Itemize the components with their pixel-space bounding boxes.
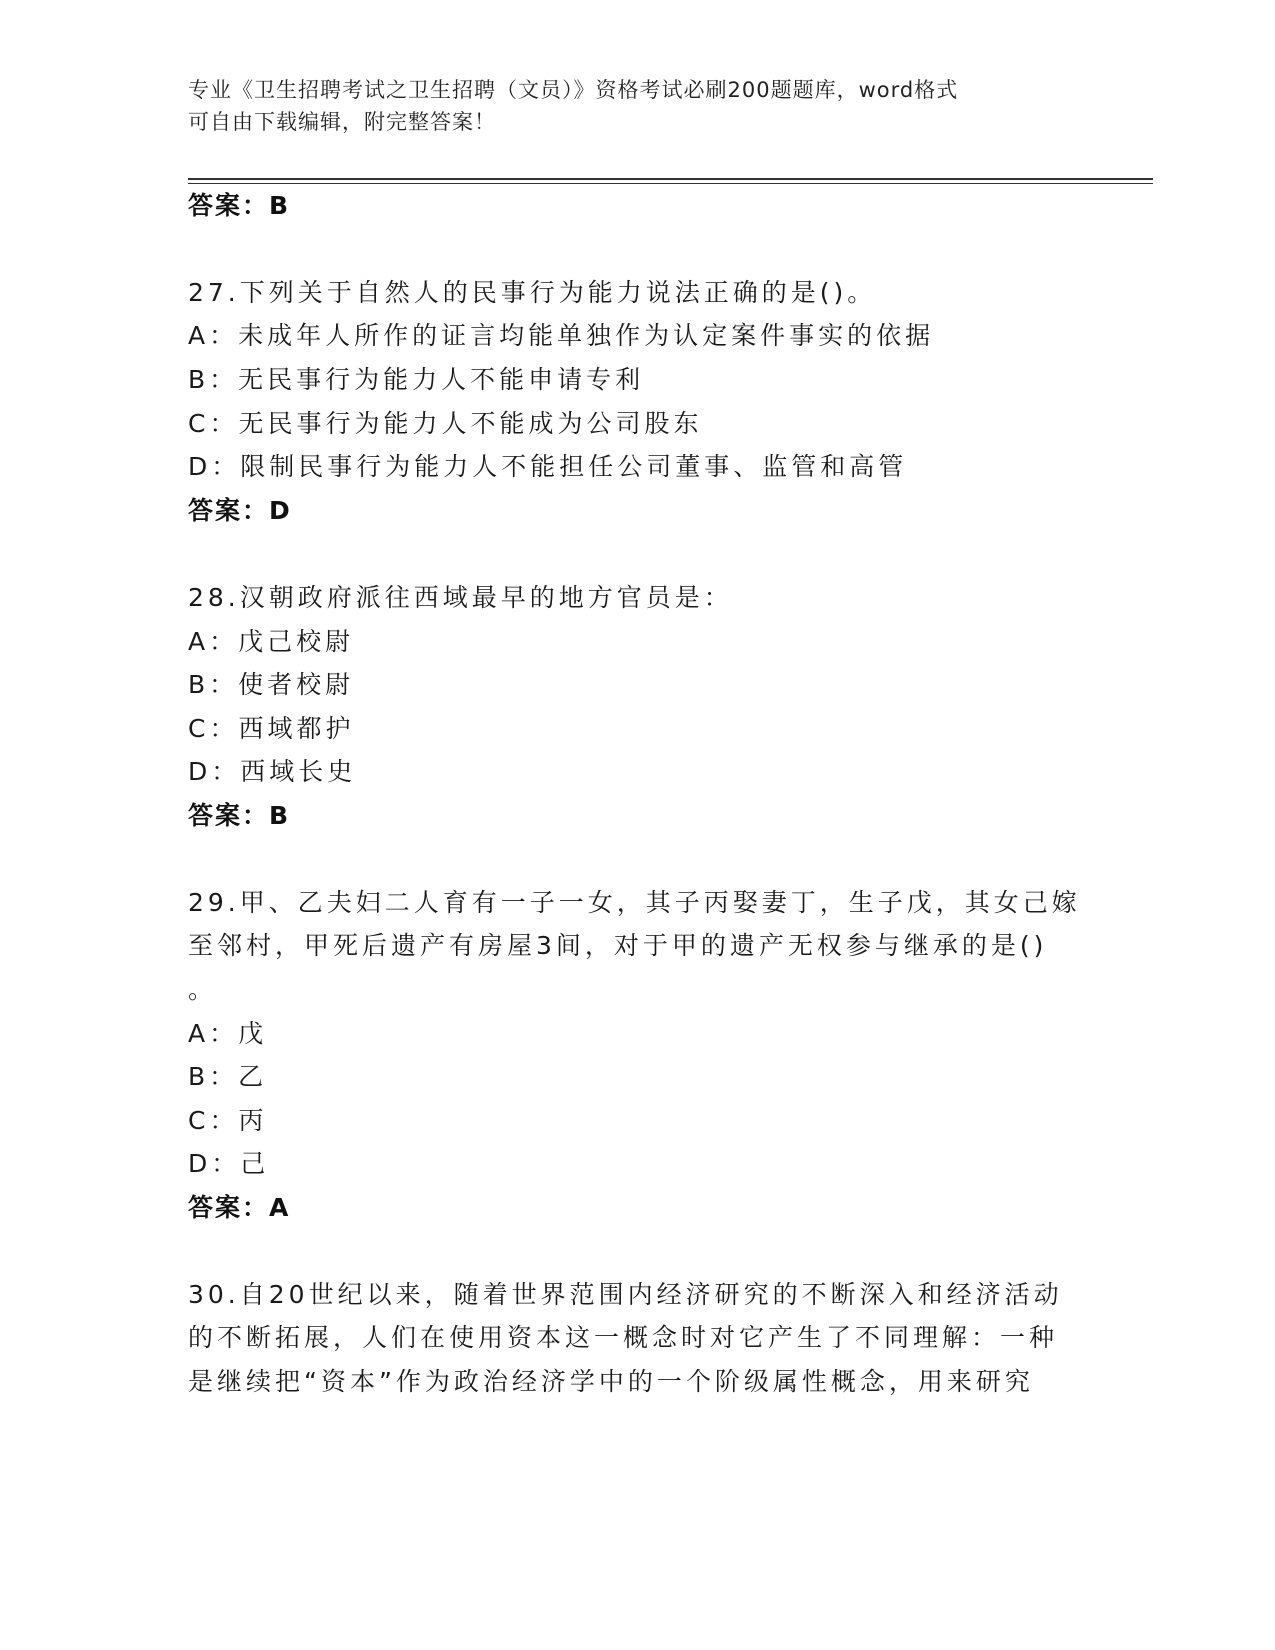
question-29-option-b: B：乙 xyxy=(188,1062,268,1091)
question-28-answer: 答案：B xyxy=(188,801,291,830)
question-27-option-d: D：限制民事行为能力人不能担任公司董事、监管和高管 xyxy=(188,452,908,481)
question-28-option-a: A：戊己校尉 xyxy=(188,627,355,656)
header-divider xyxy=(188,178,1153,180)
question-28-option-c: C：西域都护 xyxy=(188,714,355,743)
question-29-stem-line-2: 至邻村，甲死后遗产有房屋3间，对于甲的遗产无权参与继承的是() xyxy=(188,931,1048,960)
question-27-stem: 27.下列关于自然人的民事行为能力说法正确的是()。 xyxy=(188,278,877,307)
header-divider-thin xyxy=(188,183,1153,184)
question-27-answer: 答案：D xyxy=(188,496,292,525)
question-29-stem-line-3: 。 xyxy=(188,975,218,1004)
question-30-stem-line-2: 的不断拓展，人们在使用资本这一概念时对它产生了不同理解：一种 xyxy=(188,1323,1059,1352)
question-27-option-a: A：未成年人所作的证言均能单独作为认定案件事实的依据 xyxy=(188,321,935,350)
question-29-stem-line-1: 29.甲、乙夫妇二人育有一子一女，其子丙娶妻丁，生子戊，其女己嫁 xyxy=(188,888,1081,917)
document-header xyxy=(188,74,1068,138)
header-line-2: 可自由下载编辑，附完整答案！ xyxy=(188,110,496,134)
question-28-option-d: D：西域长史 xyxy=(188,757,357,786)
question-27-option-c: C：无民事行为能力人不能成为公司股东 xyxy=(188,409,703,438)
question-29-answer: 答案：A xyxy=(188,1193,291,1222)
question-30-stem-line-3: 是继续把“资本”作为政治经济学中的一个阶级属性概念，用来研究 xyxy=(188,1367,1034,1396)
question-30-stem-line-1: 30.自20世纪以来，随着世界范围内经济研究的不断深入和经济活动 xyxy=(188,1280,1063,1309)
question-28-stem: 28.汉朝政府派往西域最早的地方官员是： xyxy=(188,583,733,612)
question-29-option-a: A：戊 xyxy=(188,1019,268,1048)
answer-26: 答案：B xyxy=(188,191,291,220)
question-28-option-b: B：使者校尉 xyxy=(188,670,355,699)
header-line-1: 专业《卫生招聘考试之卫生招聘（文员）》资格考试必刷200题题库，word格式 xyxy=(188,78,959,102)
question-27-option-b: B：无民事行为能力人不能申请专利 xyxy=(188,365,645,394)
question-29-option-d: D：己 xyxy=(188,1149,270,1178)
question-29-option-c: C：丙 xyxy=(188,1106,268,1135)
